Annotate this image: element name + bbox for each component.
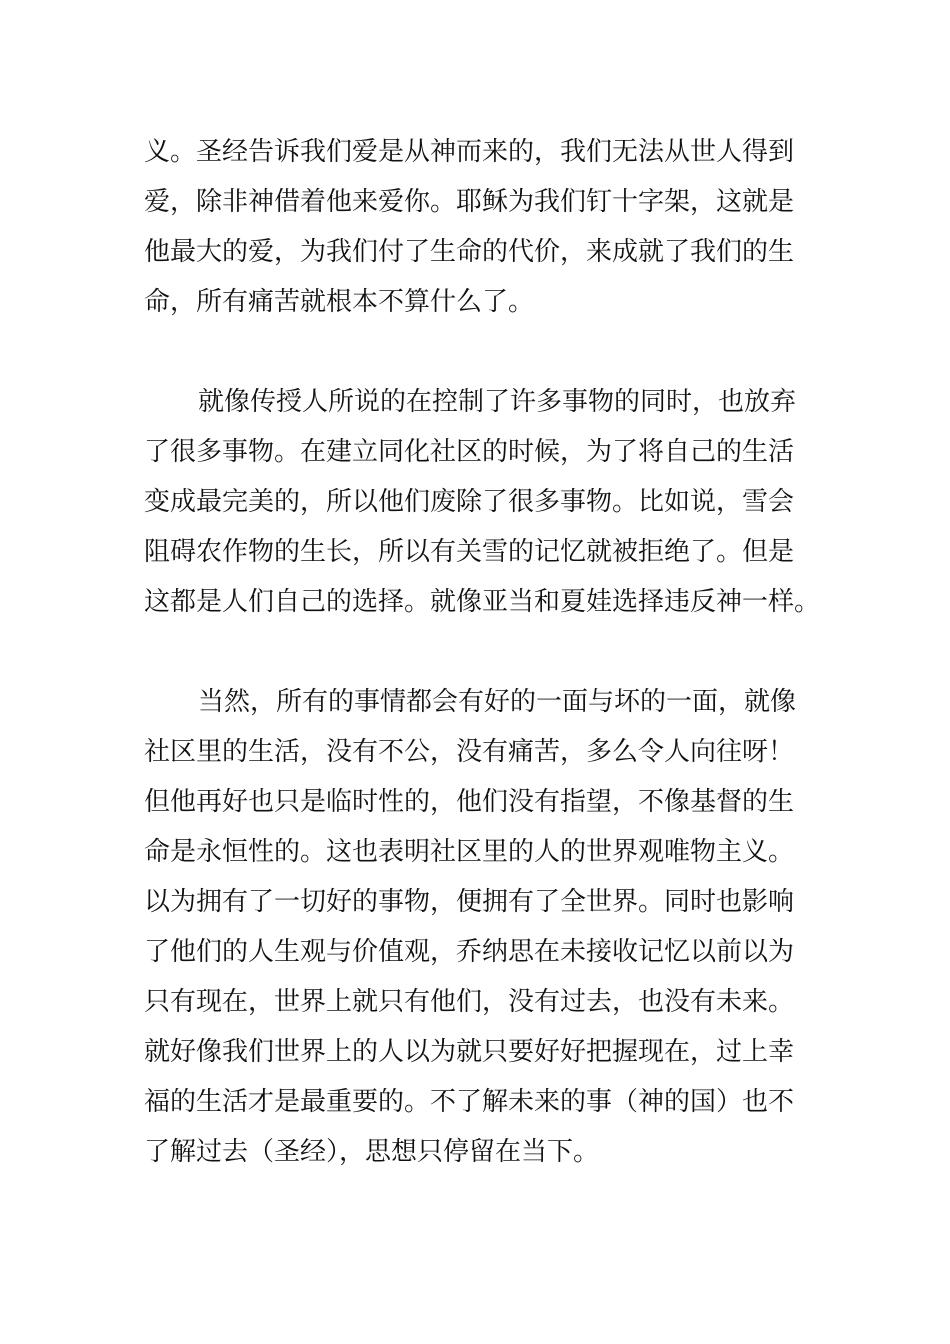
document-body — [144, 127, 821, 1177]
paragraph-3 — [144, 677, 808, 1177]
paragraph-spacer — [144, 327, 808, 377]
paragraph-line: 义。圣经告诉我们爱是从神而来的，我们无法从世人得到 — [144, 137, 795, 167]
paragraph-line: 这都是人们自己的选择。就像亚当和夏娃选择违反神一样。 — [144, 587, 821, 617]
paragraph-1 — [144, 127, 808, 327]
paragraph-line: 福的生活才是最重要的。不了解未来的事（神的国）也不 — [144, 1087, 795, 1117]
paragraph-line: 阻碍农作物的生长，所以有关雪的记忆就被拒绝了。但是 — [144, 537, 795, 567]
paragraph-line: 他最大的爱，为我们付了生命的代价，来成就了我们的生 — [144, 237, 795, 267]
paragraph-spacer — [144, 627, 808, 677]
paragraph-line: 了很多事物。在建立同化社区的时候，为了将自己的生活 — [144, 437, 795, 467]
paragraph-line: 就像传授人所说的在控制了许多事物的同时，也放弃 — [198, 387, 797, 417]
paragraph-line: 命是永恒性的。这也表明社区里的人的世界观唯物主义。 — [144, 837, 795, 867]
paragraph-line: 但他再好也只是临时性的，他们没有指望，不像基督的生 — [144, 787, 795, 817]
paragraph-line: 社区里的生活，没有不公，没有痛苦，多么令人向往呀！ — [144, 737, 795, 767]
paragraph-line: 当然，所有的事情都会有好的一面与坏的一面，就像 — [198, 687, 797, 717]
paragraph-line: 只有现在，世界上就只有他们，没有过去，也没有未来。 — [144, 987, 795, 1017]
paragraph-2 — [144, 377, 821, 627]
paragraph-line: 爱，除非神借着他来爱你。耶稣为我们钉十字架，这就是 — [144, 187, 795, 217]
paragraph-line: 了他们的人生观与价值观，乔纳思在未接收记忆以前以为 — [144, 937, 795, 967]
paragraph-line: 就好像我们世界上的人以为就只要好好把握现在，过上幸 — [144, 1037, 795, 1067]
paragraph-line: 了解过去（圣经），思想只停留在当下。 — [144, 1137, 600, 1167]
paragraph-line: 以为拥有了一切好的事物，便拥有了全世界。同时也影响 — [144, 887, 795, 917]
paragraph-line: 命，所有痛苦就根本不算什么了。 — [144, 287, 535, 317]
paragraph-line: 变成最完美的，所以他们废除了很多事物。比如说，雪会 — [144, 487, 795, 517]
